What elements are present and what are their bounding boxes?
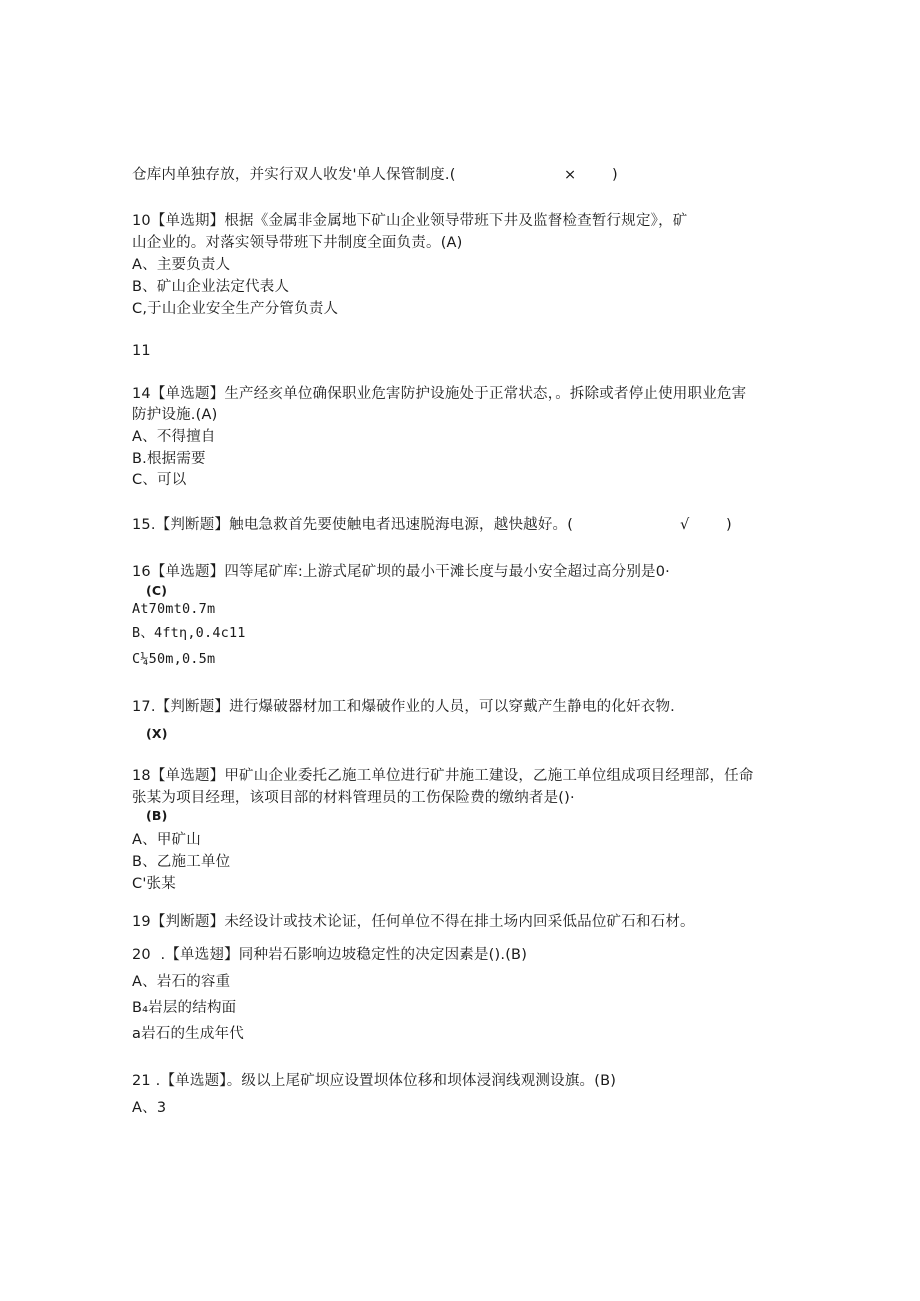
question-21-option-a: A、3: [132, 1100, 167, 1116]
question-14-text: 14【单选题】生产经亥单位确保职业危害防护设施处于正常状态，。拆除或者停止使用职业危害: [132, 386, 747, 402]
question-20-text: 20 .【单选翅】同种岩石影响边坡稳定性的决定因素是().(B): [132, 947, 528, 963]
question-20-option-b: B₄岩层的结构面: [132, 1000, 237, 1016]
question-20-option-a: A、岩石的容重: [132, 974, 231, 990]
question-16-option-c: C¼50m,0.5m: [132, 651, 216, 667]
question-16-text: 16【单选题】四等尾矿库:上游式尾矿坝的最小干滩长度与最小安全超过高分别是0·: [132, 564, 670, 580]
question-10-option-c: C,于山企业安全生产分管负责人: [132, 301, 339, 317]
question-16-option-b: B、4ftη,0.4c11: [132, 625, 246, 641]
question-18-answer: (B): [146, 808, 168, 823]
question-18-option-b: B、乙施工单位: [132, 854, 231, 870]
question-14-option-a: A、不得擅自: [132, 429, 216, 445]
question-16-answer: (C): [146, 583, 168, 598]
question-17-answer: (X): [146, 726, 168, 741]
question-18-text-cont: 张某为项目经理，该项目部的材料管理员的工伤保险费的缴纳者是()·: [132, 790, 575, 806]
question-11-number: 11: [132, 343, 151, 359]
question-18-option-c: C'张某: [132, 876, 176, 892]
question-16-option-a: At70mt0.7m: [132, 601, 216, 617]
question-21-text: 21 .【单选题】。级以上尾矿坝应设置坝体位移和坝体浸润线观测设旗。(B): [132, 1073, 617, 1089]
question-20-option-c: a岩石的生成年代: [132, 1026, 244, 1042]
question-10-option-b: B、矿山企业法定代表人: [132, 279, 290, 295]
answer-mark: √: [680, 517, 690, 533]
question-10-option-a: A、主要负责人: [132, 257, 231, 273]
question-10-text: 10【单选期】根据《金属非金属地下矿山企业领导带班下井及监督检查暂行规定》，矿: [132, 213, 688, 229]
question-18-text: 18【单选题】甲矿山企业委托乙施工单位进行矿井施工建设，乙施工单位组成项目经理部，任命: [132, 768, 754, 784]
answer-mark: ×: [564, 167, 577, 183]
question-14-text-cont: 防护设施.(A): [132, 407, 218, 423]
question-14-option-c: C、可以: [132, 472, 187, 488]
question-18-option-a: A、甲矿山: [132, 832, 201, 848]
question-10-text-cont: 山企业的。对落实领导带班下井制度全面负责。(A): [132, 235, 463, 251]
question-14-option-b: B.根据需要: [132, 451, 206, 467]
line-storage-rule: 仓库内单独存放，并实行双人收发'单人保管制度.( × ): [132, 167, 618, 183]
question-15-text: 15.【判断题】触电急救首先要使触电者迅速脱海电源，越快越好。( √ ): [132, 517, 732, 533]
question-19-text: 19【判断题】未经设计或技术论证，任何单位不得在排土场内回采低品位矿石和石材。: [132, 914, 695, 930]
question-17-text: 17.【判断题】进行爆破器材加工和爆破作业的人员，可以穿戴产生静电的化奸衣物.: [132, 699, 675, 715]
